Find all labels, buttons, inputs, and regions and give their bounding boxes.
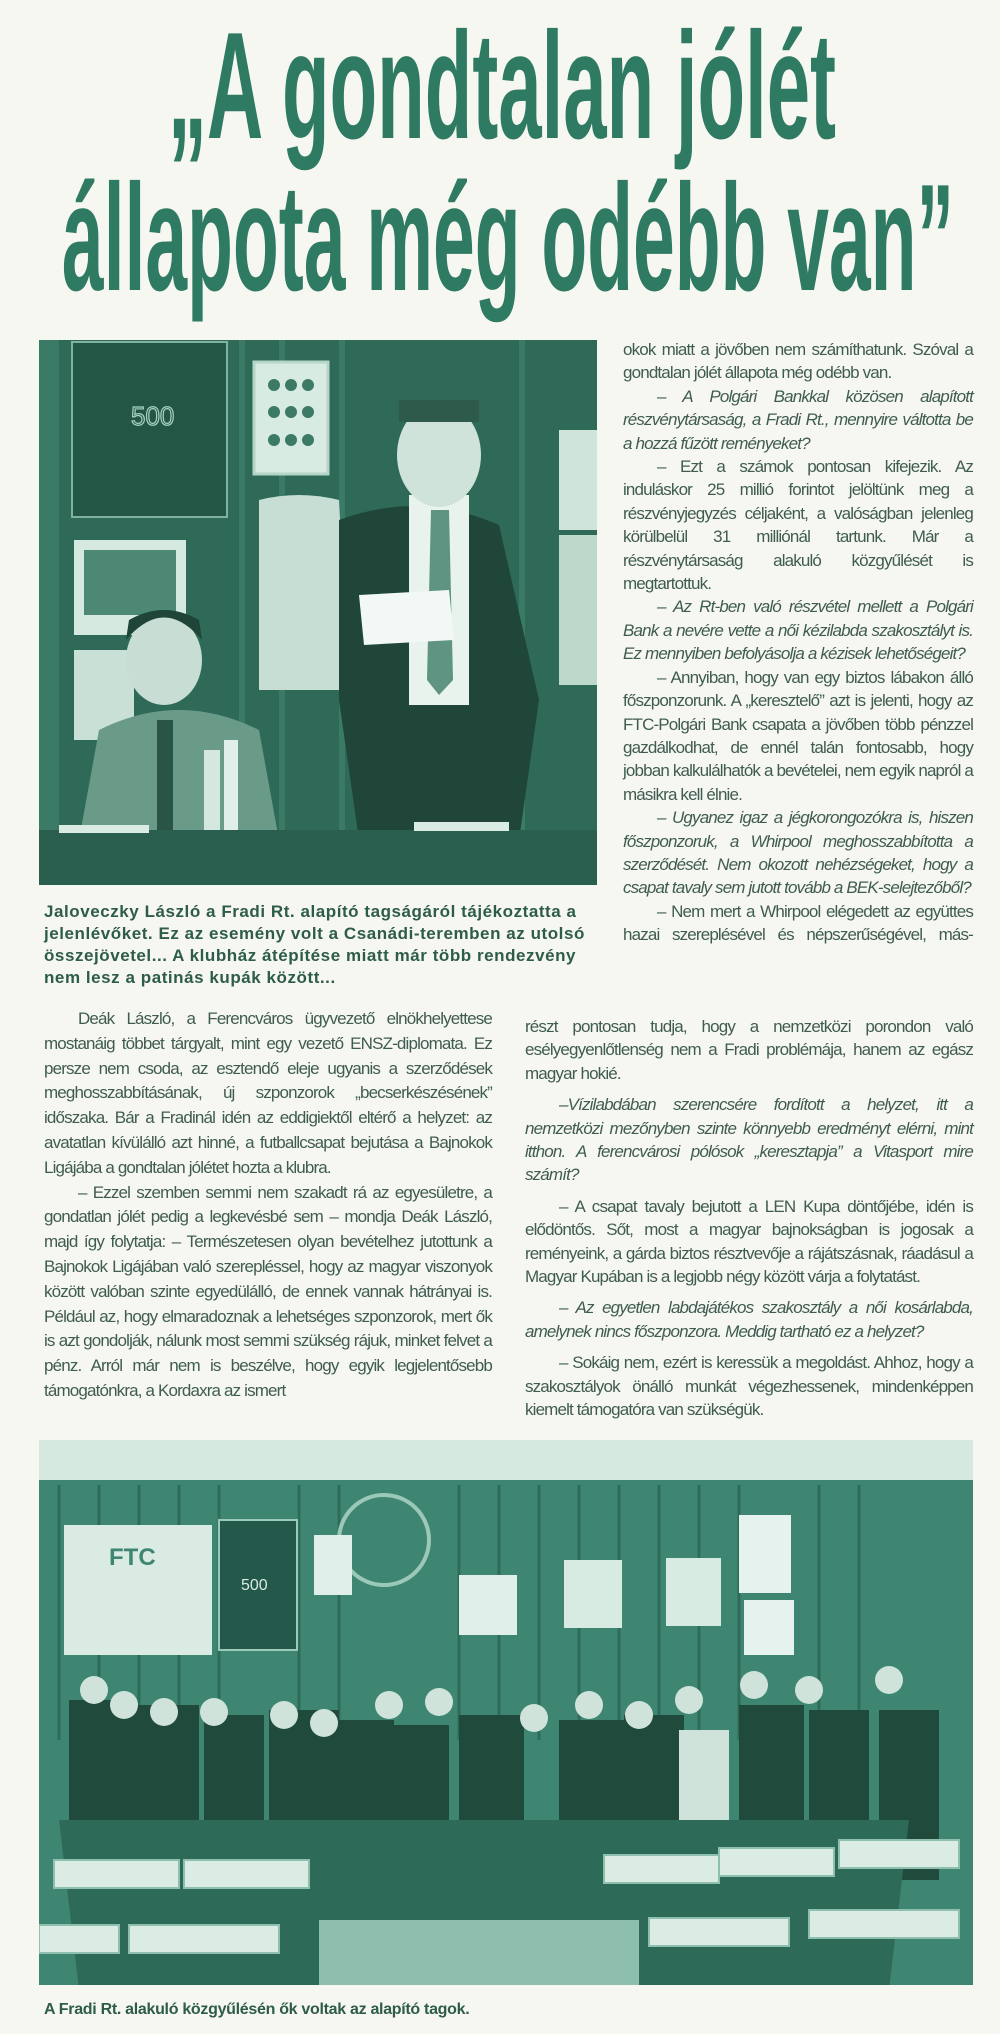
interview-answer: – Sokáig nem, ezért is keressük a megoldást. Ahhoz, hogy a szakosztályok önálló munkát végezhessenek, mindenképpen kiemelt támogatóra van szükségük.	[525, 1353, 973, 1420]
photo-speaker-at-meeting	[39, 340, 597, 885]
interview-answer: – Annyiban, hogy van egy biztos lábakon álló főszponzorunk. A „keresztelő” azt is jelenti, hogy az FTC-Polgári Bank csapata a jövőben több pénzzel gazdálkodhat, de ennél talán fontosabb, hogy jobban kalkulálhatók a bevételei, nem egyik napról a másikra kell élnie.	[623, 667, 973, 804]
interview-answer: részt pontosan tudja, hogy a nemzetközi porondon való esélyegyenlőtlenség nem a Fradi problémája, hanem az egász magyar hokié.	[525, 1017, 973, 1083]
photo-1-image	[39, 340, 597, 885]
interview-question: – Az Rt-ben való részvétel mellett a Polgári Bank a nevére vette a női kézilabda szakosztályt is. Ez mennyiben befolyásolja a kézisek lehetőségeit?	[623, 597, 973, 664]
photo-1-caption: Jaloveczky László a Fradi Rt. alapító tagságáról tájékoztatta a jelenlévőket. Ez az esemény volt a Csanádi-teremben az utolsó összejövetel... A klubház átépítése miatt már több rendezvény nem lesz a patinás kupák között...	[44, 902, 585, 987]
headline-line-2: állapota még odébb van”	[62, 153, 954, 323]
interview-answer: – A csapat tavaly bejutott a LEN Kupa döntőjébe, idén is elődöntős. Sőt, most a magyar bajnokságban is jogosak a reményeink, a gárda biztos résztvevője a rájátszásnak, ráadásul a Magyar Kupában is a legjobb négy között várja a folytatást.	[525, 1196, 973, 1287]
interview-question: – Ugyanez igaz a jégkorongozókra is, hiszen főszponzoruk, a Whirpool meghosszabbította a szerződését. Nem okozott nehézségeket, hogy a csapat tavaly sem jutott tovább a BEK-selejtezőből?	[623, 808, 973, 898]
photo-2-caption: A Fradi Rt. alakuló közgyűlésén ők voltak az alapító tagok.	[44, 2001, 470, 2018]
ftc-banner-text: FTC	[109, 1544, 156, 1571]
headline	[0, 0, 1000, 335]
headline-line-1: „A gondtalan jólét	[168, 1, 837, 171]
interview-answer: – Nem mert a Whirpool elégedett az együttes hazai szereplésével és népszerűségével, más-	[623, 901, 973, 945]
photo-2-image	[39, 1440, 973, 1985]
article-paragraph: okok miatt a jövőben nem számíthatunk. Szóval a gondtalan jólét állapota még odébb van.	[623, 340, 973, 383]
article-paragraph: – Ezzel szemben semmi nem szakadt rá az egyesületre, a gondatlan jólét pedig a legkevésbé sem – mondja Deák László, majd így folytatja: – Természetesen olyan bevételhez jutottunk a Bajnokok Ligájában való szerepléssel, hogy az magyar viszonyok között valóban szinte egyedülálló, de ennek vannak hátrányai is. Például az, hogy elmaradoznak a lehetséges szponzorok, mert ők is azt gondolják, nálunk most semmi szükség rájuk, minket felvet a pénz. Arról már nem is beszélve, hogy egyik legjelentősebb támogatónkra, a Kordaxra az ismert	[44, 1182, 492, 1400]
jersey-number: 500	[131, 401, 175, 431]
interview-answer: – Ezt a számok pontosan kifejezik. Az induláskor 25 millió forintot jelöltünk meg a részvényjegyzés céljaként, a valóságban jelenleg körülbelül 31 milliónál tartunk. Már a részvénytársaság alakuló közgyűlését is megtartottuk.	[623, 457, 973, 594]
article-paragraph: Deák László, a Ferencváros ügyvezető elnökhelyettese mostanáig többet tárgyalt, mint egy vezető ENSZ-diplomata. Ez persze nem csoda, az esztendő eleje ugyanis a szerződések meghosszabbításának, új szponzorok „becserkészésének” időszaka. Bár a Fradinál idén az eddigiektől eltérő a helyzet: az avatatlan kívülálló azt hinné, a futballcsapat bejutása a Bajnokok Ligájába a gondtalan jólétet hozta a klubra.	[44, 1009, 492, 1177]
article-left-column	[44, 1007, 492, 1404]
article-right-column-bottom	[525, 1015, 973, 1422]
photo-founding-members-group	[39, 1440, 973, 1985]
interview-question: –Vízilabdában szerencsére fordított a helyzet, itt a nemzetközi mezőnyben szinte könnyebb eredményt elérni, mint itthon. A ferencvárosi pólósok „keresztapja” a Vitasport mire számít?	[525, 1095, 973, 1185]
jersey-number: 500	[241, 1577, 268, 1594]
article-right-column-top	[623, 338, 973, 947]
interview-question: – A Polgári Bankkal közösen alapított részvénytársaság, a Fradi Rt., mennyire váltotta be a hozzá fűzött reményeket?	[623, 386, 973, 453]
interview-question: – Az egyetlen labdajátékos szakosztály a női kosárlabda, amelynek nincs főszponzora. Meddig tartható ez a helyzet?	[525, 1298, 973, 1341]
